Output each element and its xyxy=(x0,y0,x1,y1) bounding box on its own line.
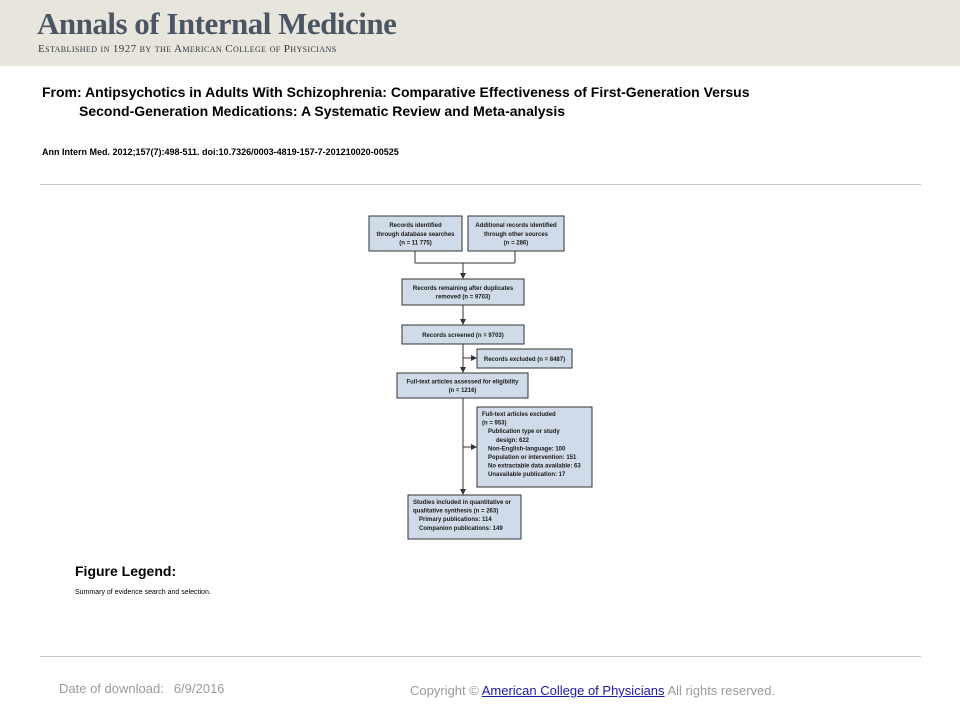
box-records-screened-text: Records screened (n = 9703) xyxy=(422,332,504,339)
box-records-other-text: (n = 286) xyxy=(503,240,529,247)
box-records-database-text: Records identified xyxy=(389,223,442,230)
box-after-duplicates-frame xyxy=(402,279,524,305)
box-fulltext-excluded-text: Publication type or study xyxy=(488,429,560,436)
acp-link[interactable]: American College of Physicians xyxy=(481,683,665,698)
box-studies-included-text: Studies included in quantitative or xyxy=(413,500,512,506)
article-title-line-1: From: Antipsychotics in Adults With Schizophrenia: Comparative Effectiveness of First-Generation Versus xyxy=(42,84,750,100)
box-studies-included-text: Companion publications: 149 xyxy=(419,525,503,532)
divider-bottom xyxy=(40,656,921,657)
box-records-database-text: through database searches xyxy=(376,231,455,238)
box-fulltext-excluded xyxy=(477,407,592,487)
copyright-prefix: Copyright © xyxy=(410,683,479,698)
box-studies-included-text: Primary publications: 114 xyxy=(419,517,492,524)
journal-logo: Annals of Internal Medicine xyxy=(37,6,397,41)
box-fulltext-excluded-text: design: 622 xyxy=(496,437,530,444)
box-fulltext-excluded-text: Full-text articles excluded xyxy=(482,412,556,418)
box-fulltext-assessed-text: (n = 1216) xyxy=(448,388,477,395)
box-records-excluded-text: Records excluded (n = 8487) xyxy=(483,356,566,363)
box-fulltext-excluded-text: Population or intervention: 151 xyxy=(488,455,577,461)
box-records-other-text: Additional records identified xyxy=(475,223,557,230)
download-label: Date of download: xyxy=(59,681,164,696)
copyright-suffix: All rights reserved. xyxy=(667,683,776,698)
box-fulltext-assessed xyxy=(397,373,528,398)
download-info xyxy=(59,681,224,696)
article-citation: Ann Intern Med. 2012;157(7):498-511. doi:10.7326/0003-4819-157-7-201210020-00525 xyxy=(42,147,399,157)
box-studies-included-text: qualitative synthesis (n = 263) xyxy=(413,508,499,515)
copyright-notice xyxy=(410,683,775,698)
box-after-duplicates-text: removed (n = 9703) xyxy=(435,294,491,301)
box-records-database-text: (n = 11 775) xyxy=(399,240,432,247)
box-after-duplicates-text: Records remaining after duplicates xyxy=(412,286,514,292)
box-after-duplicates xyxy=(402,279,524,305)
box-records-other-text: through other sources xyxy=(483,231,549,238)
download-date: 6/9/2016 xyxy=(173,681,225,696)
box-fulltext-excluded-text: Non-English-language: 100 xyxy=(488,446,566,453)
box-studies-included xyxy=(408,495,521,539)
figure-legend-text: Summary of evidence search and selection. xyxy=(75,589,211,596)
box-records-screened xyxy=(402,325,524,344)
box-fulltext-excluded-text: No extractable data available: 63 xyxy=(488,463,581,470)
journal-tagline: Established in 1927 by the American College of Physicians xyxy=(38,43,337,55)
box-records-database xyxy=(369,216,462,251)
box-records-other xyxy=(468,216,564,251)
box-fulltext-assessed-frame xyxy=(397,373,528,398)
box-fulltext-assessed-text: Full-text articles assessed for eligibility xyxy=(406,379,519,386)
box-fulltext-excluded-text: Unavailable publication: 17 xyxy=(488,472,566,479)
box-records-excluded xyxy=(477,349,572,368)
article-title-line-2: Second-Generation Medications: A Systematic Review and Meta-analysis xyxy=(79,103,565,119)
figure-legend-heading: Figure Legend: xyxy=(75,563,177,579)
box-fulltext-excluded-text: (n = 953) xyxy=(482,420,507,427)
